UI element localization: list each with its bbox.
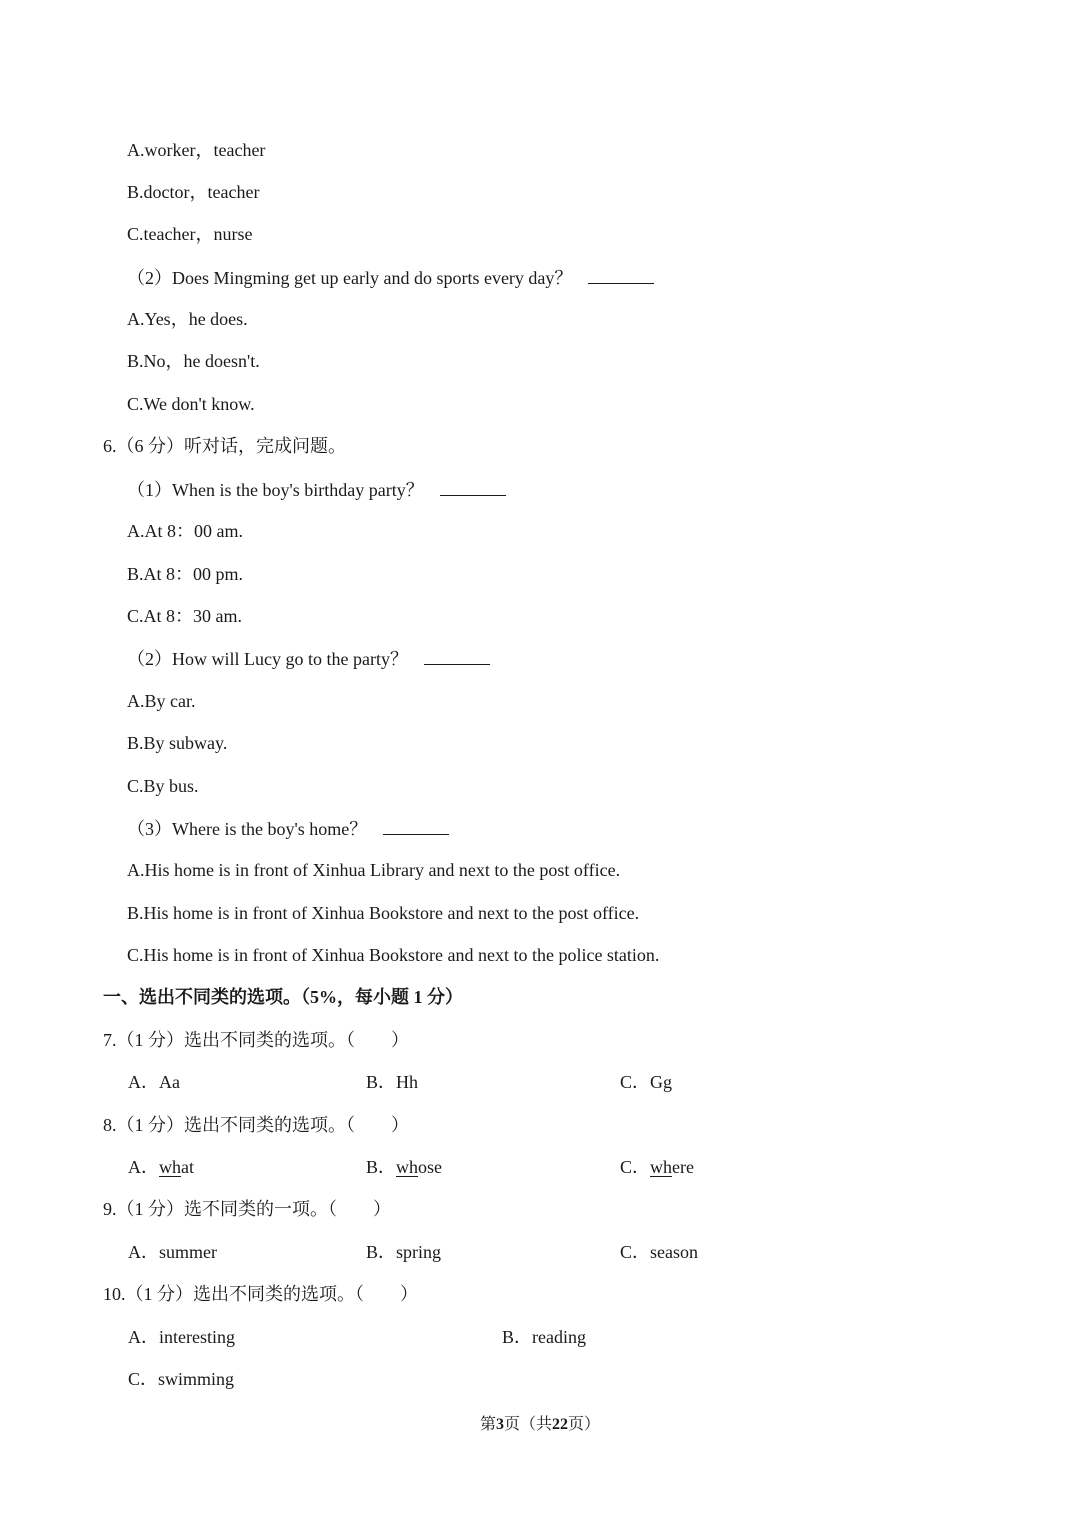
q6-option-a3: A.His home is in front of Xinhua Library and next to the post office. — [127, 860, 621, 880]
answer-blank[interactable] — [383, 816, 449, 835]
q8-option-c-label: C． — [620, 1157, 651, 1177]
q8-option-a-rest: at — [181, 1157, 194, 1177]
q7-title: 7.（1 分）选出不同类的选项。（ ） — [103, 1030, 409, 1050]
footer-pre: 第 — [479, 1416, 496, 1433]
q8-option-c-rest: ere — [672, 1157, 694, 1177]
q8-option-c — [620, 1155, 694, 1179]
q6-title: 6.（6 分）听对话，完成问题。 — [103, 436, 346, 456]
q8-option-a-label: A． — [128, 1157, 159, 1177]
q5-sub2 — [127, 265, 654, 290]
q6-option-c1: C.At 8：30 am. — [127, 606, 242, 626]
q6-option-b2: B.By subway. — [127, 733, 228, 753]
q9-option-c: C．season — [620, 1242, 698, 1262]
q8-option-b-underlined: wh — [396, 1157, 419, 1177]
footer-total-pages: 22 — [552, 1416, 568, 1433]
q10-title: 10.（1 分）选出不同类的选项。（ ） — [103, 1284, 418, 1304]
q5-option-a1: A.worker，teacher — [127, 140, 266, 160]
q9-title: 9.（1 分）选不同类的一项。（ ） — [103, 1199, 391, 1219]
q5-option-a2: A.Yes，he does. — [127, 309, 248, 329]
q8-option-a-underlined: wh — [159, 1157, 181, 1177]
q6-option-a2: A.By car. — [127, 691, 196, 711]
q8-option-b-rest: ose — [418, 1157, 443, 1177]
section-title: 一、选出不同类的选项。（5%，每小题 1 分） — [103, 987, 463, 1007]
q10-option-c: C．swimming — [128, 1369, 235, 1389]
q6-option-c2: C.By bus. — [127, 776, 199, 796]
q5-sub2-text: （2）Does Mingming get up early and do sports every day？ — [127, 268, 573, 288]
q7-option-c: C．Gg — [620, 1072, 673, 1092]
q6-sub3-text: （3）Where is the boy's home？ — [127, 819, 368, 839]
q6-sub3 — [127, 816, 449, 841]
q6-option-b3: B.His home is in front of Xinhua Bookstore and next to the post office. — [127, 903, 640, 923]
q8-title: 8.（1 分）选出不同类的选项。（ ） — [103, 1115, 409, 1135]
q8-option-a — [128, 1155, 194, 1179]
q6-sub1 — [127, 477, 506, 502]
answer-blank[interactable] — [440, 477, 506, 496]
q8-option-b — [366, 1155, 442, 1179]
q8-option-b-label: B． — [366, 1157, 397, 1177]
q7-option-a: A．Aa — [128, 1072, 180, 1092]
q6-option-c3: C.His home is in front of Xinhua Bookstore and next to the police station. — [127, 945, 660, 965]
q10-option-a: A．interesting — [128, 1327, 235, 1347]
page-footer — [0, 1414, 1080, 1436]
q6-option-b1: B.At 8：00 pm. — [127, 564, 244, 584]
q5-option-c2: C.We don't know. — [127, 394, 255, 414]
answer-blank[interactable] — [588, 265, 654, 284]
q5-option-b1: B.doctor，teacher — [127, 182, 260, 202]
q9-option-a: A．summer — [128, 1242, 217, 1262]
q8-option-c-underlined: wh — [650, 1157, 673, 1177]
footer-mid: 页（共 — [503, 1416, 552, 1433]
q7-option-b: B．Hh — [366, 1072, 419, 1092]
q6-sub2-text: （2）How will Lucy go to the party？ — [127, 649, 408, 669]
q6-option-a1: A.At 8：00 am. — [127, 521, 243, 541]
q5-option-b2: B.No，he doesn't. — [127, 351, 260, 371]
q5-option-c1: C.teacher，nurse — [127, 224, 253, 244]
q10-option-b: B．reading — [502, 1327, 586, 1347]
q9-option-b: B．spring — [366, 1242, 442, 1262]
q6-sub2 — [127, 646, 490, 671]
answer-blank[interactable] — [424, 646, 490, 665]
q6-sub1-text: （1）When is the boy's birthday party？ — [127, 480, 424, 500]
footer-page-number: 3 — [495, 1416, 504, 1433]
footer-post: 页） — [568, 1416, 601, 1433]
